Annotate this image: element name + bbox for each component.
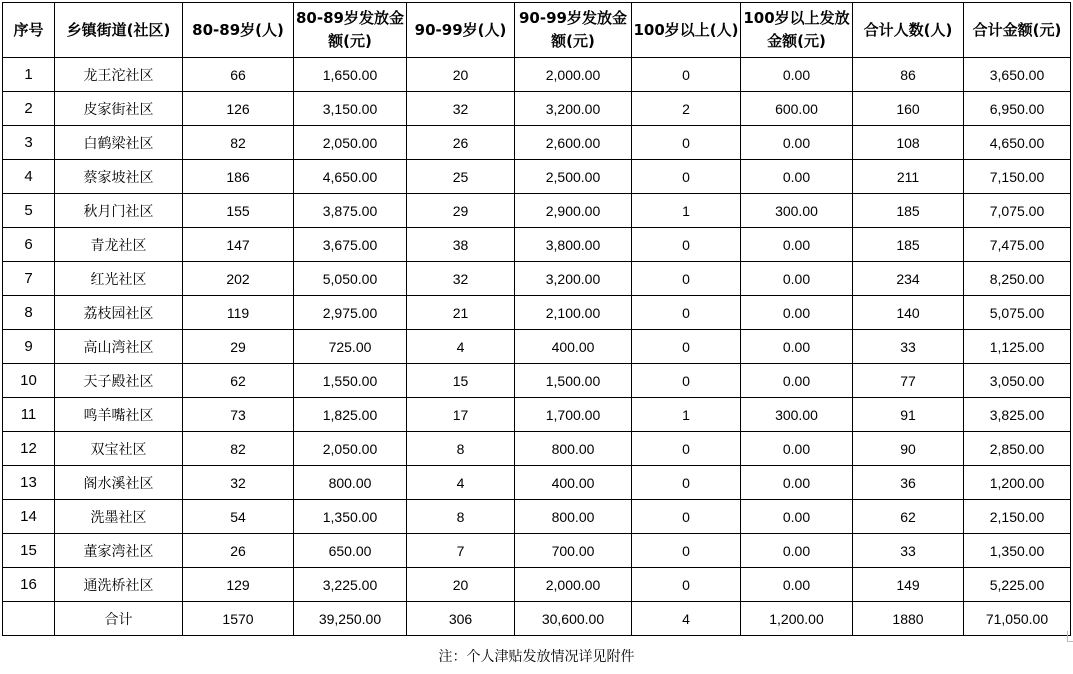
count-100-plus: 1 [632,398,741,432]
amount-90-99: 800.00 [515,432,632,466]
count-90-99: 25 [407,160,515,194]
count-80-89: 29 [183,330,294,364]
total-count: 36 [853,466,964,500]
count-80-89: 82 [183,432,294,466]
row-index: 13 [3,466,55,500]
community-name: 董家湾社区 [55,534,183,568]
table-row [3,432,1071,466]
count-80-89: 202 [183,262,294,296]
count-80-89: 32 [183,466,294,500]
count-100-plus: 0 [632,466,741,500]
row-index: 4 [3,160,55,194]
total-amount: 7,150.00 [964,160,1071,194]
total-count: 86 [853,58,964,92]
total-80-89-count: 1570 [183,602,294,636]
table-row [3,92,1071,126]
amount-100-plus: 0.00 [741,228,853,262]
amount-100-plus: 0.00 [741,296,853,330]
amount-80-89: 1,550.00 [294,364,407,398]
amount-100-plus: 0.00 [741,330,853,364]
total-index [3,602,55,636]
table-row [3,500,1071,534]
community-name: 洗墨社区 [55,500,183,534]
count-100-plus: 0 [632,58,741,92]
row-index: 6 [3,228,55,262]
table-row [3,194,1071,228]
count-90-99: 21 [407,296,515,330]
header-community: 乡镇街道(社区) [55,3,183,58]
count-80-89: 66 [183,58,294,92]
count-80-89: 26 [183,534,294,568]
amount-80-89: 5,050.00 [294,262,407,296]
total-count: 140 [853,296,964,330]
amount-90-99: 3,200.00 [515,92,632,126]
count-90-99: 7 [407,534,515,568]
total-count: 211 [853,160,964,194]
amount-80-89: 2,975.00 [294,296,407,330]
count-90-99: 4 [407,330,515,364]
amount-80-89: 3,875.00 [294,194,407,228]
amount-100-plus: 0.00 [741,466,853,500]
total-amount: 6,950.00 [964,92,1071,126]
count-80-89: 54 [183,500,294,534]
total-amount: 5,225.00 [964,568,1071,602]
total-count: 234 [853,262,964,296]
subsidy-table [2,2,1071,636]
count-100-plus: 0 [632,228,741,262]
count-100-plus: 0 [632,296,741,330]
table-row [3,568,1071,602]
total-count: 160 [853,92,964,126]
table-row [3,126,1071,160]
header-total-count: 合计人数(人) [853,3,964,58]
total-count: 185 [853,228,964,262]
community-name: 皮家街社区 [55,92,183,126]
row-index: 1 [3,58,55,92]
amount-100-plus: 0.00 [741,126,853,160]
total-amount: 3,050.00 [964,364,1071,398]
count-90-99: 29 [407,194,515,228]
amount-90-99: 3,200.00 [515,262,632,296]
table-row [3,398,1071,432]
table-row [3,262,1071,296]
count-80-89: 119 [183,296,294,330]
amount-100-plus: 600.00 [741,92,853,126]
row-index: 2 [3,92,55,126]
total-count: 77 [853,364,964,398]
header-90-99-amount: 90-99岁发放金额(元) [515,3,632,58]
row-index: 5 [3,194,55,228]
header-80-89-count: 80-89岁(人) [183,3,294,58]
total-100-plus-amount: 1,200.00 [741,602,853,636]
count-100-plus: 0 [632,364,741,398]
amount-90-99: 2,900.00 [515,194,632,228]
total-label: 合计 [55,602,183,636]
count-100-plus: 0 [632,500,741,534]
count-90-99: 8 [407,432,515,466]
count-80-89: 129 [183,568,294,602]
table-body [3,58,1071,602]
table-row [3,58,1071,92]
header-80-89-amount: 80-89岁发放金额(元) [294,3,407,58]
count-80-89: 126 [183,92,294,126]
total-90-99-amount: 30,600.00 [515,602,632,636]
total-amount: 71,050.00 [964,602,1071,636]
total-80-89-amount: 39,250.00 [294,602,407,636]
amount-100-plus: 300.00 [741,398,853,432]
count-90-99: 20 [407,58,515,92]
row-index: 3 [3,126,55,160]
row-index: 12 [3,432,55,466]
amount-90-99: 2,000.00 [515,568,632,602]
count-100-plus: 0 [632,568,741,602]
table-row [3,364,1071,398]
count-90-99: 32 [407,92,515,126]
amount-100-plus: 0.00 [741,432,853,466]
count-80-89: 62 [183,364,294,398]
community-name: 双宝社区 [55,432,183,466]
total-amount: 1,350.00 [964,534,1071,568]
amount-80-89: 800.00 [294,466,407,500]
amount-90-99: 800.00 [515,500,632,534]
amount-80-89: 3,225.00 [294,568,407,602]
total-amount: 5,075.00 [964,296,1071,330]
amount-90-99: 3,800.00 [515,228,632,262]
header-index: 序号 [3,3,55,58]
total-amount: 8,250.00 [964,262,1071,296]
total-count: 91 [853,398,964,432]
count-100-plus: 0 [632,160,741,194]
total-count: 33 [853,534,964,568]
count-100-plus: 0 [632,330,741,364]
row-index: 9 [3,330,55,364]
amount-80-89: 650.00 [294,534,407,568]
amount-80-89: 1,650.00 [294,58,407,92]
community-name: 天子殿社区 [55,364,183,398]
total-90-99-count: 306 [407,602,515,636]
total-amount: 1,125.00 [964,330,1071,364]
amount-100-plus: 0.00 [741,568,853,602]
amount-90-99: 2,100.00 [515,296,632,330]
count-90-99: 38 [407,228,515,262]
community-name: 阁水溪社区 [55,466,183,500]
amount-80-89: 3,675.00 [294,228,407,262]
count-100-plus: 0 [632,262,741,296]
community-name: 白鹤梁社区 [55,126,183,160]
total-count: 33 [853,330,964,364]
amount-90-99: 2,500.00 [515,160,632,194]
count-90-99: 32 [407,262,515,296]
count-80-89: 155 [183,194,294,228]
amount-90-99: 400.00 [515,330,632,364]
count-80-89: 73 [183,398,294,432]
count-90-99: 17 [407,398,515,432]
amount-90-99: 700.00 [515,534,632,568]
header-90-99-count: 90-99岁(人) [407,3,515,58]
header-total-amount: 合计金额(元) [964,3,1071,58]
header-row [3,3,1071,58]
amount-90-99: 1,500.00 [515,364,632,398]
amount-100-plus: 0.00 [741,500,853,534]
count-90-99: 4 [407,466,515,500]
amount-100-plus: 0.00 [741,534,853,568]
row-index: 8 [3,296,55,330]
total-row [3,602,1071,636]
table-row [3,466,1071,500]
footnote: 注：个人津贴发放情况详见附件 [438,649,635,665]
amount-100-plus: 0.00 [741,58,853,92]
amount-90-99: 2,000.00 [515,58,632,92]
count-80-89: 186 [183,160,294,194]
total-amount: 7,075.00 [964,194,1071,228]
count-100-plus: 1 [632,194,741,228]
header-100-plus-count: 100岁以上(人) [632,3,741,58]
amount-80-89: 1,825.00 [294,398,407,432]
count-90-99: 20 [407,568,515,602]
total-amount: 1,200.00 [964,466,1071,500]
amount-90-99: 2,600.00 [515,126,632,160]
total-amount: 4,650.00 [964,126,1071,160]
total-amount: 2,850.00 [964,432,1071,466]
total-count: 108 [853,126,964,160]
table-row [3,296,1071,330]
amount-100-plus: 300.00 [741,194,853,228]
row-index: 16 [3,568,55,602]
community-name: 红光社区 [55,262,183,296]
total-count: 90 [853,432,964,466]
total-count: 62 [853,500,964,534]
count-100-plus: 0 [632,432,741,466]
amount-100-plus: 0.00 [741,364,853,398]
community-name: 高山湾社区 [55,330,183,364]
community-name: 秋月门社区 [55,194,183,228]
total-amount: 7,475.00 [964,228,1071,262]
community-name: 龙王沱社区 [55,58,183,92]
total-count: 149 [853,568,964,602]
total-amount: 3,650.00 [964,58,1071,92]
count-80-89: 82 [183,126,294,160]
amount-90-99: 1,700.00 [515,398,632,432]
total-amount: 3,825.00 [964,398,1071,432]
amount-80-89: 2,050.00 [294,126,407,160]
total-count: 1880 [853,602,964,636]
community-name: 荔枝园社区 [55,296,183,330]
community-name: 通洗桥社区 [55,568,183,602]
amount-80-89: 725.00 [294,330,407,364]
row-index: 7 [3,262,55,296]
total-amount: 2,150.00 [964,500,1071,534]
amount-100-plus: 0.00 [741,160,853,194]
count-80-89: 147 [183,228,294,262]
community-name: 蔡家坡社区 [55,160,183,194]
total-100-plus-count: 4 [632,602,741,636]
corner-mark [1067,631,1073,642]
row-index: 10 [3,364,55,398]
row-index: 15 [3,534,55,568]
count-100-plus: 0 [632,534,741,568]
amount-80-89: 2,050.00 [294,432,407,466]
row-index: 14 [3,500,55,534]
amount-80-89: 1,350.00 [294,500,407,534]
count-90-99: 8 [407,500,515,534]
community-name: 青龙社区 [55,228,183,262]
count-100-plus: 2 [632,92,741,126]
amount-90-99: 400.00 [515,466,632,500]
row-index: 11 [3,398,55,432]
count-90-99: 15 [407,364,515,398]
total-count: 185 [853,194,964,228]
table-row [3,534,1071,568]
count-100-plus: 0 [632,126,741,160]
table-row [3,330,1071,364]
table-row [3,160,1071,194]
count-90-99: 26 [407,126,515,160]
amount-80-89: 4,650.00 [294,160,407,194]
amount-80-89: 3,150.00 [294,92,407,126]
community-name: 鸣羊嘴社区 [55,398,183,432]
header-100-plus-amount: 100岁以上发放金额(元) [741,3,853,58]
table-row [3,228,1071,262]
amount-100-plus: 0.00 [741,262,853,296]
